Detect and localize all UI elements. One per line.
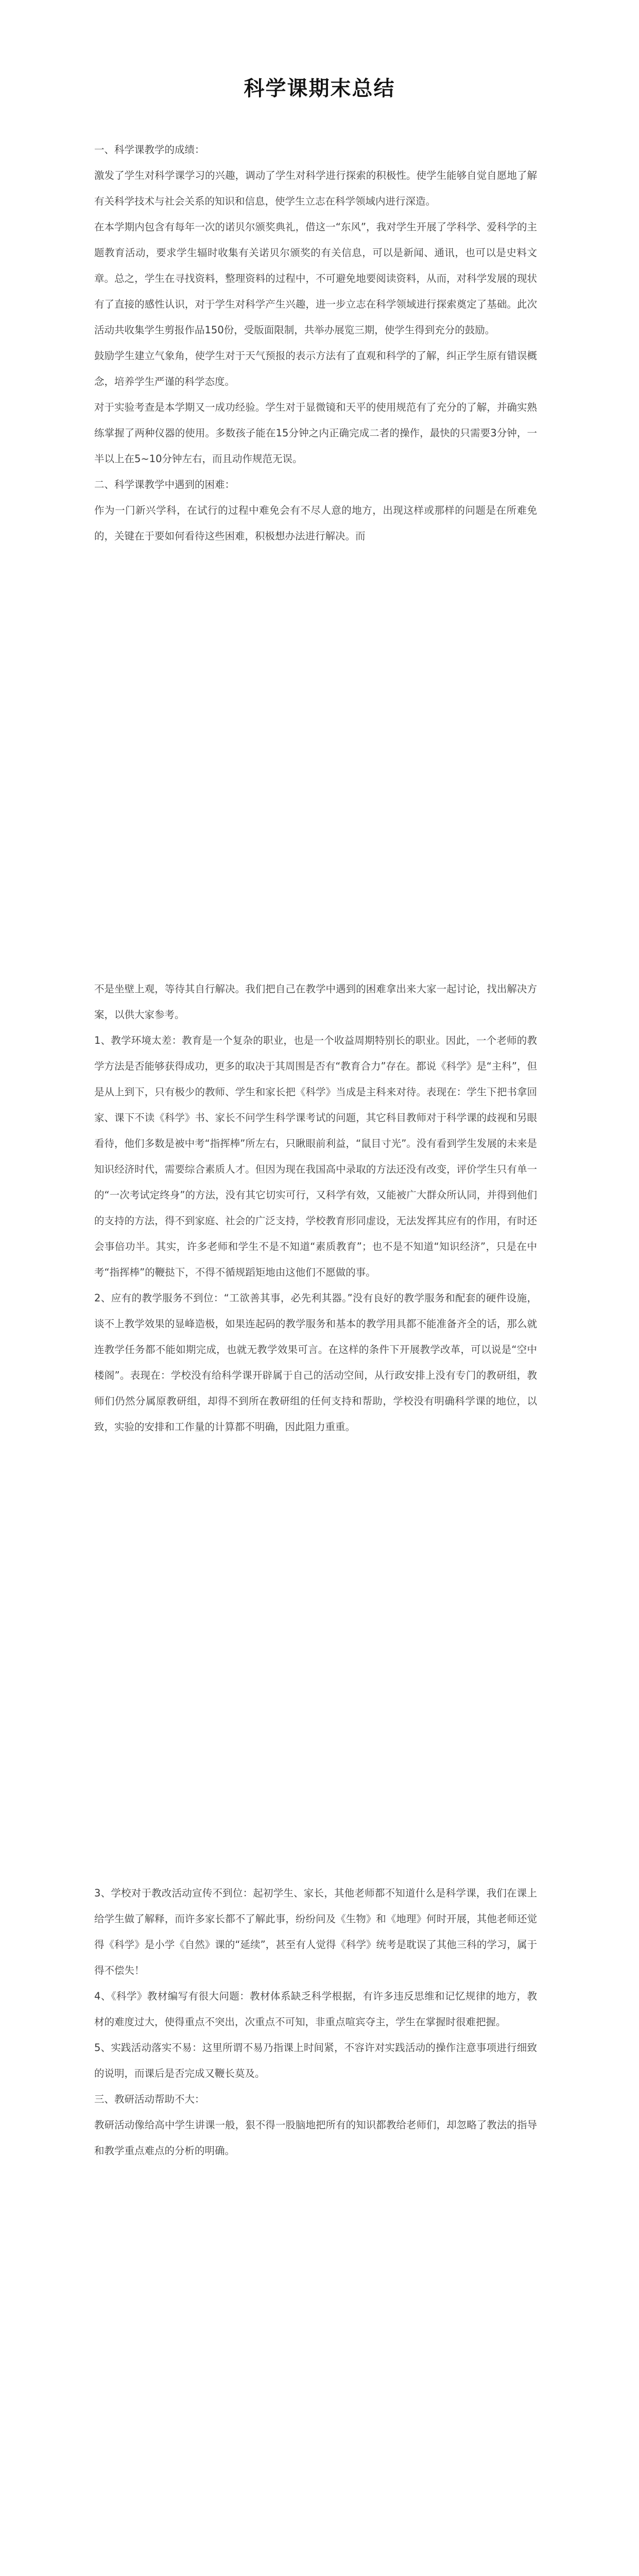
document-title: 科学课期末总结: [244, 76, 395, 100]
paragraph: 3、学校对于教改活动宣传不到位：起初学生、家长，其他老师都不知道什么是科学课，我们在课上给学生做了解释，而许多家长都不了解此事，纷纷问及《生物》和《地理》何时开展，其他老师还觉得《科学》是小学《自然》课的“延续”，甚至有人觉得《科学》统考是耽误了其他三科的学习，属于得不偿失！: [94, 1887, 537, 1976]
page-block-3: [94, 1880, 537, 2164]
page-block-2: [94, 976, 537, 1440]
section-heading: 三、教研活动帮助不大：: [94, 2093, 205, 2105]
paragraph: 鼓励学生建立气象角，使学生对于天气预报的表示方法有了直观和科学的了解，纠正学生原有错误概念，培养学生严谨的科学态度。: [94, 350, 537, 387]
paragraph: 对于实验考查是本学期又一成功经验。学生对于显微镜和天平的使用规范有了充分的了解，并确实熟练掌握了两种仪器的使用。多数孩子能在15分钟之内正确完成二者的操作，最快的只需要3分钟，一半以上在5~10分钟左右，而且动作规范无误。: [94, 401, 537, 465]
paragraph: 激发了学生对科学课学习的兴趣，调动了学生对科学进行探索的积极性。使学生能够自觉自愿地了解有关科学技术与社会关系的知识和信息，使学生立志在科学领域内进行深造。: [94, 170, 537, 207]
paragraph: 作为一门新兴学科，在试行的过程中难免会有不尽人意的地方，出现这样或那样的问题是在所难免的，关键在于要如何看待这些困难，积极想办法进行解决。而: [94, 504, 537, 542]
paragraph: 教研活动像给高中学生讲课一般，狠不得一股脑地把所有的知识都教给老师们，却忽略了教法的指导和教学重点难点的分析的明确。: [94, 2119, 537, 2157]
paragraph: 5、实践活动落实不易：这里所谓不易乃指课上时间紧，不容许对实践活动的操作注意事项进行细致的说明，而课后是否完成又鞭长莫及。: [94, 2042, 537, 2079]
paragraph: 不是坐壁上观，等待其自行解决。我们把自己在教学中遇到的困难拿出来大家一起讨论，找出解决方案，以供大家参考。: [94, 983, 537, 1021]
paragraph: 在本学期内包含有每年一次的诺贝尔颁奖典礼，借这一“东风”，我对学生开展了学科学、爱科学的主题教育活动，要求学生辐时收集有关诺贝尔颁奖的有关信息，可以是新闻、通讯，也可以是史料文章。总之，学生在寻找资料，整理资料的过程中，不可避免地要阅读资料，从而，对科学发展的现状有了直接的感性认识，对于学生对科学产生兴趣，进一步立志在科学领域进行探索奠定了基础。此次活动共收集学生剪报作品150份，受版面限制，共举办展览三期，使学生得到充分的鼓励。: [94, 221, 537, 336]
page-block-1: [94, 137, 537, 549]
paragraph: 1、教学环境太差：教育是一个复杂的职业，也是一个收益周期特别长的职业。因此，一个老师的教学方法是否能够获得成功，更多的取决于其周围是否有“教育合力”存在。都说《科学》是“主科”，但是从上到下，只有极少的教师、学生和家长把《科学》当成是主科来对待。表现在：学生下把书拿回家、课下不读《科学》书、家长不问学生科学课考试的问题，其它科目教师对于科学课的歧视和另眼看待，他们多数是被中考“指挥棒”所左右，只瞅眼前利益，“鼠目寸光”。没有看到学生发展的未来是知识经济时代，需要综合素质人才。但因为现在我国高中录取的方法还没有改变，评价学生只有单一的“一次考试定终身”的方法，没有其它切实可行，又科学有效，又能被广大群众所认同，并得到他们的支持的方法，得不到家庭、社会的广泛支持，学校教育形同虚设，无法发挥其应有的作用，有时还会事倍功半。其实，许多老师和学生不是不知道“素质教育”；也不是不知道“知识经济”，只是在中考“指挥棒”的鞭挞下，不得不循规蹈矩地由这他们不愿做的事。: [94, 1035, 537, 1278]
section-heading: 一、科学课教学的成绩：: [94, 144, 205, 156]
paragraph: 4、《科学》教材编写有很大问题：教材体系缺乏科学根据，有许多违反思维和记忆规律的地方，教材的难度过大，使得重点不突出，次重点不可知，非重点喧宾夺主，学生在掌握时很难把握。: [94, 1990, 537, 2028]
section-heading: 二、科学课教学中遇到的困难：: [94, 479, 235, 490]
paragraph: 2、应有的教学服务不到位：“工欲善其事，必先利其器。”没有良好的教学服务和配套的硬件设施，谈不上教学效果的显峰造极，如果连起码的教学服务和基本的教学用具都不能准备齐全的话，那么就连教学任务都不能如期完成，也就无教学效果可言。在这样的条件下开展教学改革，可以说是“空中楼阁”。表现在：学校没有给科学课开辟属于自己的活动空间，从行政安排上没有专门的教研组，教师们仍然分属原教研组，却得不到所在教研组的任何支持和帮助，学校没有明确科学课的地位，以致，实验的安排和工作量的计算都不明确，因此阻力重重。: [94, 1292, 537, 1433]
